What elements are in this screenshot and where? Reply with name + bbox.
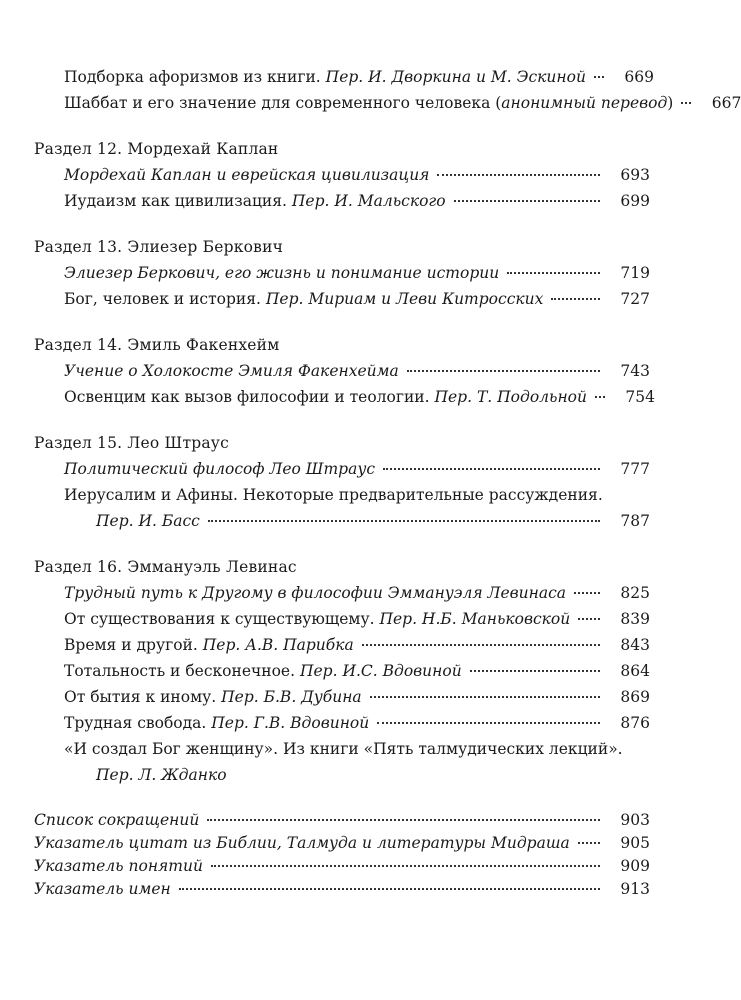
section-heading-text: Раздел 13. Элиезер Беркович (34, 238, 284, 256)
section-gap (34, 212, 650, 230)
section-heading (34, 230, 650, 258)
entry-title: Иерусалим и Афины. Некоторые предварительные рассуждения. (64, 486, 603, 504)
entry-label (64, 582, 566, 604)
entry-title: Освенцим как вызов философии и теологии. (64, 388, 430, 406)
entry-title: Время и другой. (64, 636, 198, 654)
entry-translator: анонимный перевод (501, 94, 668, 112)
page-number: 693 (620, 166, 650, 184)
toc-entry[interactable] (34, 258, 650, 284)
entry-label (64, 164, 429, 186)
entry-title: Трудная свобода. (64, 714, 207, 732)
dot-leader (207, 819, 600, 821)
toc-entry-title-line (34, 734, 650, 760)
dot-leader (594, 76, 604, 78)
entry-translator: Пер. И. Басс (96, 512, 200, 530)
entry-label (64, 190, 446, 212)
entry-label (64, 712, 369, 734)
section-heading (34, 426, 650, 454)
page-number: 825 (620, 584, 650, 602)
entry-label (64, 386, 587, 408)
dot-leader (377, 722, 600, 724)
section-heading (34, 550, 650, 578)
dot-leader (437, 174, 600, 176)
entry-title: Иудаизм как цивилизация. (64, 192, 287, 210)
dot-leader (208, 520, 600, 522)
entry-closing: ) (667, 94, 674, 112)
toc-entry[interactable] (34, 88, 741, 114)
section-heading-text: Раздел 15. Лео Штраус (34, 434, 229, 452)
entry-label (64, 288, 543, 310)
appendix-title: Указатель цитат из Библии, Талмуда и литературы Мидраша (34, 834, 570, 852)
entry-title: От существования к существующему. (64, 610, 375, 628)
appendix-gap (34, 786, 650, 808)
entry-title-italic: Учение о Холокосте Эмиля Факенхейма (64, 362, 399, 380)
page-number: 903 (620, 811, 650, 829)
dot-leader (383, 468, 600, 470)
page-number: 743 (620, 362, 650, 380)
entry-title-italic: Мордехай Каплан и еврейская цивилизация (64, 166, 430, 184)
page-number: 864 (620, 662, 650, 680)
appendix-entry[interactable] (34, 831, 650, 854)
entry-label (64, 608, 570, 630)
toc-entry[interactable] (34, 656, 650, 682)
section-heading-text: Раздел 12. Мордехай Каплан (34, 140, 279, 158)
appendix-title: Список сокращений (34, 811, 200, 829)
entry-translator: Пер. И. Дворкина и М. Эскиной (325, 68, 586, 86)
toc-entry[interactable] (34, 454, 650, 480)
toc-entry[interactable] (34, 160, 650, 186)
entry-label (64, 262, 499, 284)
entry-label (34, 878, 171, 900)
dot-leader (179, 888, 600, 890)
toc-entry[interactable] (34, 682, 650, 708)
entry-label (64, 634, 354, 656)
page-number: 667 (711, 94, 741, 112)
page-number: 839 (620, 610, 650, 628)
page-number: 754 (625, 388, 655, 406)
toc-entry[interactable] (34, 284, 650, 310)
entry-label (64, 66, 586, 88)
page-number: 787 (620, 512, 650, 530)
entry-translator: Пер. Г.В. Вдовиной (211, 714, 370, 732)
section-gap (34, 532, 650, 550)
dot-leader (362, 644, 600, 646)
entry-label (34, 809, 199, 831)
dot-leader (407, 370, 600, 372)
entry-label (64, 660, 462, 682)
entry-label (64, 686, 362, 708)
dot-leader (370, 696, 600, 698)
page-number: 843 (620, 636, 650, 654)
appendix-entry[interactable] (34, 877, 650, 900)
page-number: 727 (620, 290, 650, 308)
page-number: 669 (624, 68, 654, 86)
entry-title: «И создал Бог женщину». Из книги «Пять талмудических лекций». (64, 740, 623, 758)
page-number: 909 (620, 857, 650, 875)
toc-entry[interactable] (34, 186, 650, 212)
entry-translator: Пер. Б.В. Дубина (221, 688, 362, 706)
entry-title: Тотальность и бесконечное. (64, 662, 296, 680)
toc-entry[interactable] (34, 382, 655, 408)
dot-leader (595, 396, 605, 398)
page-number: 913 (620, 880, 650, 898)
toc-entry[interactable] (34, 630, 650, 656)
dot-leader (578, 842, 600, 844)
section-gap (34, 114, 650, 132)
entry-label (64, 360, 399, 382)
page-number: 905 (620, 834, 650, 852)
entry-title-italic: Элиезер Беркович, его жизнь и понимание истории (64, 264, 500, 282)
page-number: 699 (620, 192, 650, 210)
entry-translator: Пер. Т. Подольной (434, 388, 587, 406)
toc-entry[interactable] (34, 62, 654, 88)
entry-title: Шаббат и его значение для современного человека ( (64, 94, 502, 112)
entry-title: Подборка афоризмов из книги. (64, 68, 321, 86)
entry-translator: Пер. А.В. Парибка (202, 636, 354, 654)
dot-leader (578, 618, 600, 620)
toc-entry[interactable] (34, 604, 650, 630)
page-number: 876 (620, 714, 650, 732)
section-heading-text: Раздел 14. Эмиль Факенхейм (34, 336, 280, 354)
entry-translator: Пер. Н.Б. Маньковской (379, 610, 571, 628)
entry-label (64, 92, 673, 114)
entry-translator: Пер. Л. Жданко (96, 766, 227, 784)
table-of-contents (34, 62, 741, 900)
dot-leader (454, 200, 600, 202)
section-heading (34, 132, 650, 160)
entry-translator: Пер. Мириам и Леви Китросских (265, 290, 544, 308)
dot-leader (211, 865, 600, 867)
toc-entry-title-line (34, 480, 650, 506)
entry-title: От бытия к иному. (64, 688, 217, 706)
entry-label (34, 855, 203, 877)
appendix-entry[interactable] (34, 808, 650, 831)
toc-entry[interactable] (34, 760, 650, 786)
entry-title: Бог, человек и история. (64, 290, 261, 308)
section-heading (34, 328, 650, 356)
section-gap (34, 408, 650, 426)
toc-entry[interactable] (34, 506, 650, 532)
section-heading-text: Раздел 16. Эммануэль Левинас (34, 558, 297, 576)
dot-leader (470, 670, 600, 672)
page-number: 719 (620, 264, 650, 282)
appendix-entry[interactable] (34, 854, 650, 877)
dot-leader (574, 592, 600, 594)
entry-translator: Пер. И.С. Вдовиной (299, 662, 462, 680)
section-gap (34, 310, 650, 328)
appendix-title: Указатель понятий (34, 857, 203, 875)
toc-entry[interactable] (34, 356, 650, 382)
entry-translator: Пер. И. Мальского (291, 192, 446, 210)
dot-leader (507, 272, 600, 274)
page-number: 869 (620, 688, 650, 706)
entry-label (64, 458, 375, 480)
page-number: 777 (620, 460, 650, 478)
toc-entry[interactable] (34, 578, 650, 604)
toc-entry[interactable] (34, 708, 650, 734)
appendix-title: Указатель имен (34, 880, 171, 898)
dot-leader (551, 298, 600, 300)
entry-label (34, 832, 570, 854)
entry-title-italic: Трудный путь к Другому в философии Эммануэля Левинаса (64, 584, 567, 602)
dot-leader (681, 102, 691, 104)
entry-title-italic: Политический философ Лео Штраус (64, 460, 375, 478)
